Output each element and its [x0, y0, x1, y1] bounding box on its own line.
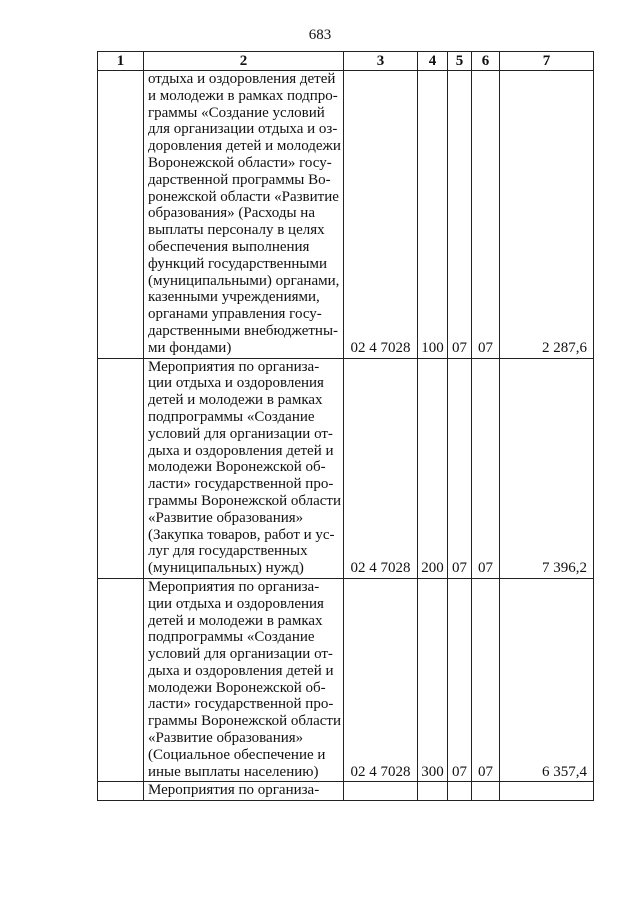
amount-cell: 2 287,6 — [500, 71, 594, 359]
description-cell: отдыха и оздоровления детей и молодежи в рамках подпро- граммы «Создание условий для организации отдыха и оз- доровления детей и молодежи Воронежской области» госу- дарственной программы Во- ронежской области «Развитие образования» (Расходы на выплаты персоналу в целях обеспечения выполнения функций государственными (муниципальными) органами, казенными учреждениями, органами управления госу- дарственными внебюджетны- ми фондами) — [144, 71, 344, 359]
section-cell — [448, 782, 472, 801]
expense-type-cell: 200 — [418, 358, 448, 578]
row-number-cell — [98, 578, 144, 782]
expense-type-cell: 300 — [418, 578, 448, 782]
section-cell: 07 — [448, 358, 472, 578]
header-col-3: 3 — [344, 52, 418, 71]
table-row — [98, 358, 594, 578]
row-number-cell — [98, 782, 144, 801]
table-row — [98, 71, 594, 359]
table-body — [98, 71, 594, 801]
page-bottom-margin — [0, 833, 640, 905]
section-cell: 07 — [448, 578, 472, 782]
amount-cell — [500, 782, 594, 801]
target-code-cell: 02 4 7028 — [344, 358, 418, 578]
target-code-cell: 02 4 7028 — [344, 578, 418, 782]
header-col-2: 2 — [144, 52, 344, 71]
amount-cell: 7 396,2 — [500, 358, 594, 578]
row-number-cell — [98, 71, 144, 359]
subsection-cell: 07 — [472, 71, 500, 359]
description-cell: Мероприятия по организа- ции отдыха и оздоровления детей и молодежи в рамках подпрограммы «Создание условий для организации от- дыха и оздоровления детей и молодежи Воронежской об- ласти» государственной про- граммы Воронежской области «Развитие образования» (Закупка товаров, работ и ус- луг для государственных (муниципальных) нужд) — [144, 358, 344, 578]
target-code-cell — [344, 782, 418, 801]
section-cell: 07 — [448, 71, 472, 359]
header-col-7: 7 — [500, 52, 594, 71]
expense-type-cell — [418, 782, 448, 801]
header-col-5: 5 — [448, 52, 472, 71]
budget-table — [97, 51, 594, 801]
expense-type-cell: 100 — [418, 71, 448, 359]
table-header — [98, 52, 594, 71]
amount-cell: 6 357,4 — [500, 578, 594, 782]
table-row — [98, 782, 594, 801]
header-col-6: 6 — [472, 52, 500, 71]
description-cell: Мероприятия по организа- — [144, 782, 344, 801]
subsection-cell — [472, 782, 500, 801]
row-number-cell — [98, 358, 144, 578]
subsection-cell: 07 — [472, 358, 500, 578]
page-number: 683 — [308, 27, 332, 43]
header-row — [98, 52, 594, 71]
table-row — [98, 578, 594, 782]
subsection-cell: 07 — [472, 578, 500, 782]
header-col-4: 4 — [418, 52, 448, 71]
target-code-cell: 02 4 7028 — [344, 71, 418, 359]
header-col-1: 1 — [98, 52, 144, 71]
description-cell: Мероприятия по организа- ции отдыха и оздоровления детей и молодежи в рамках подпрограммы «Создание условий для организации от- дыха и оздоровления детей и молодежи Воронежской об- ласти» государственной про- граммы Воронежской области «Развитие образования» (Социальное обеспечение и иные выплаты населению) — [144, 578, 344, 782]
